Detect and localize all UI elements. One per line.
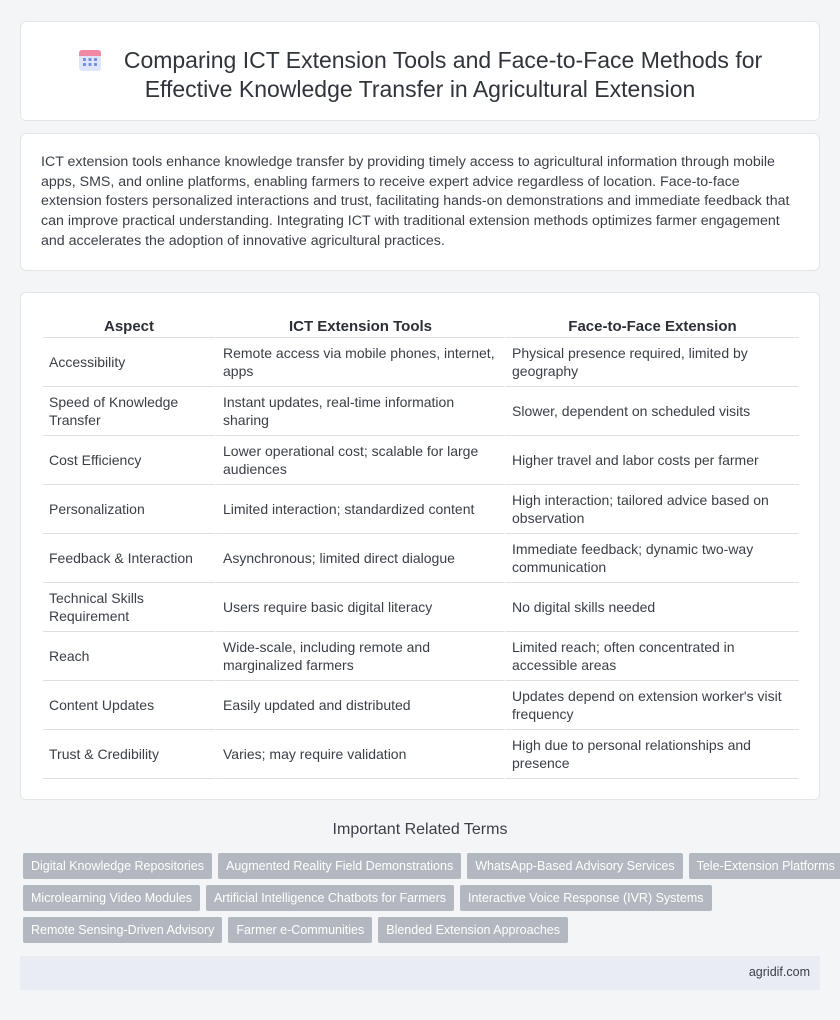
face-to-face-cell: Slower, dependent on scheduled visits (504, 387, 799, 436)
page-title (21, 46, 819, 104)
table-row (43, 485, 799, 534)
related-term-tag[interactable]: Artificial Intelligence Chatbots for Farmers (206, 885, 454, 911)
table-row (43, 632, 799, 681)
header-ict: ICT Extension Tools (215, 315, 504, 338)
related-term-tag[interactable]: Farmer e-Communities (228, 917, 372, 943)
ict-cell: Limited interaction; standardized content (215, 485, 504, 534)
footer (20, 956, 820, 990)
aspect-cell: Trust & Credibility (43, 730, 215, 779)
table-row (43, 338, 799, 387)
table-row (43, 387, 799, 436)
table-row (43, 681, 799, 730)
related-terms-heading: Important Related Terms (332, 821, 508, 838)
aspect-cell: Reach (43, 632, 215, 681)
tag-row (23, 853, 835, 879)
aspect-cell: Feedback & Interaction (43, 534, 215, 583)
ict-cell: Easily updated and distributed (215, 681, 504, 730)
tag-row (23, 917, 823, 943)
face-to-face-cell: Higher travel and labor costs per farmer (504, 436, 799, 485)
related-term-tag[interactable]: Interactive Voice Response (IVR) Systems (460, 885, 712, 911)
related-term-tag[interactable]: Blended Extension Approaches (378, 917, 568, 943)
aspect-cell: Accessibility (43, 338, 215, 387)
aspect-cell: Cost Efficiency (43, 436, 215, 485)
page-title-text: Comparing ICT Extension Tools and Face-to-Face Methods for Effective Knowledge Transfer in Agricultural Extension (123, 47, 763, 102)
tag-row (23, 885, 823, 911)
aspect-cell: Speed of Knowledge Transfer (43, 387, 215, 436)
ict-cell: Varies; may require validation (215, 730, 504, 779)
table-header-row (43, 315, 799, 338)
intro-paragraph: ICT extension tools enhance knowledge transfer by providing timely access to agricultural information through mobile apps, SMS, and online platforms, enabling farmers to receive expert advice regardless of location. Face-to-face extension fosters personalized interactions and trust, facilitating hands-on demonstrations and immediate feedback that can improve practical understanding. Integrating ICT with traditional extension methods optimizes farmer engagement and accelerates the adoption of innovative agricultural practices. (41, 154, 790, 249)
ict-cell: Wide-scale, including remote and marginalized farmers (215, 632, 504, 681)
related-term-tag[interactable]: WhatsApp-Based Advisory Services (467, 853, 682, 879)
related-term-tag[interactable]: Microlearning Video Modules (23, 885, 200, 911)
ict-cell: Users require basic digital literacy (215, 583, 504, 632)
header-aspect: Aspect (43, 315, 215, 338)
table-row (43, 436, 799, 485)
table-row (43, 583, 799, 632)
related-term-tag[interactable]: Tele-Extension Platforms (689, 853, 840, 879)
related-term-tag[interactable]: Augmented Reality Field Demonstrations (218, 853, 461, 879)
table-row (43, 534, 799, 583)
table-row (43, 730, 799, 779)
related-terms-tags (23, 853, 835, 949)
face-to-face-cell: Updates depend on extension worker's visit frequency (504, 681, 799, 730)
title-card (20, 21, 820, 121)
related-term-tag[interactable]: Remote Sensing-Driven Advisory (23, 917, 222, 943)
calendar-icon (78, 48, 102, 72)
intro-card (20, 133, 820, 271)
face-to-face-cell: Limited reach; often concentrated in accessible areas (504, 632, 799, 681)
face-to-face-cell: No digital skills needed (504, 583, 799, 632)
footer-site-link[interactable]: agridif.com (748, 965, 810, 979)
ict-cell: Asynchronous; limited direct dialogue (215, 534, 504, 583)
aspect-cell: Content Updates (43, 681, 215, 730)
face-to-face-cell: High due to personal relationships and presence (504, 730, 799, 779)
comparison-card (20, 292, 820, 800)
face-to-face-cell: Immediate feedback; dynamic two-way communication (504, 534, 799, 583)
aspect-cell: Technical Skills Requirement (43, 583, 215, 632)
face-to-face-cell: Physical presence required, limited by geography (504, 338, 799, 387)
ict-cell: Instant updates, real-time information sharing (215, 387, 504, 436)
aspect-cell: Personalization (43, 485, 215, 534)
ict-cell: Remote access via mobile phones, internet, apps (215, 338, 504, 387)
ict-cell: Lower operational cost; scalable for large audiences (215, 436, 504, 485)
comparison-table (43, 315, 799, 779)
header-face-to-face: Face-to-Face Extension (504, 315, 799, 338)
face-to-face-cell: High interaction; tailored advice based on observation (504, 485, 799, 534)
related-term-tag[interactable]: Digital Knowledge Repositories (23, 853, 212, 879)
